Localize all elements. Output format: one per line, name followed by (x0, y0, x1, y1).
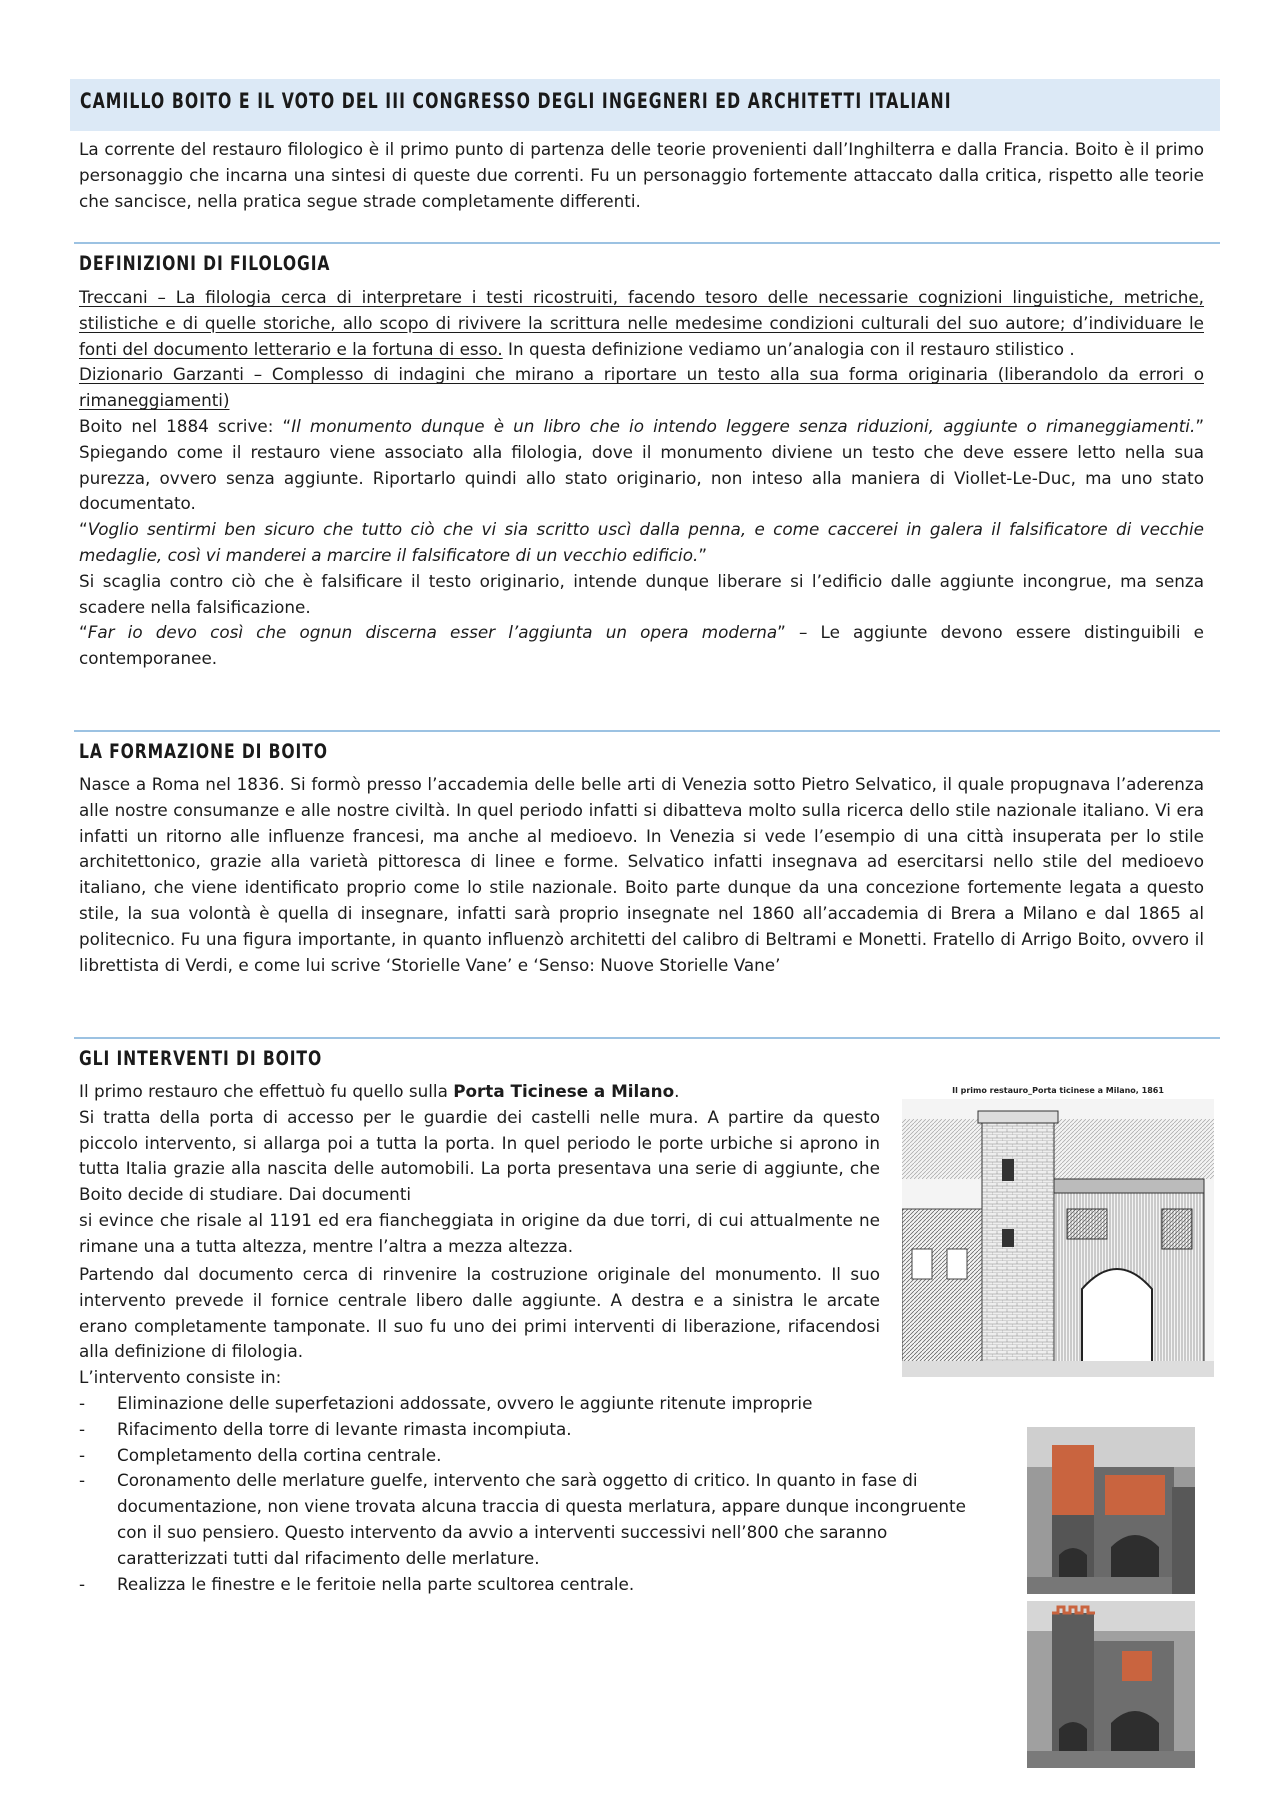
section-heading-formazione: LA FORMAZIONE DI BOITO (79, 740, 328, 763)
list-item-text: Realizza le finestre e le feritoie nella parte scultorea centrale. (117, 1573, 635, 1594)
list-dash: - (79, 1573, 86, 1594)
quote-mark: “ (79, 519, 88, 540)
filologia-body (79, 285, 1204, 672)
quote-mark: “ (79, 622, 88, 643)
boito-explanation: ” Spiegando come il restauro viene associato alla filologia, dove il monumento diviene un testo che deve essere letto nella sua purezza, ovvero senza aggiunte. Riportarlo quindi allo stato originario, non inteso alla maniera di Viollet-Le-Duc, ma uno stato documentato. (79, 415, 1205, 514)
period: . (674, 1081, 680, 1101)
title-bar (70, 79, 1220, 131)
list-item (79, 1572, 997, 1598)
treccani-definition: Treccani – La filologia cerca di interpretare i testi ricostruiti, facendo tesoro delle necessarie cognizioni linguistiche, metriche, stilistiche e di quelle storiche, allo scopo di rivivere la scrittura nelle medesime condizioni culturali del suo autore; d’individuare le fonti del documento letterario e la fortuna di esso. (79, 287, 1204, 359)
scaglia-paragraph: Si scaglia contro ciò che è falsificare il testo originario, intende dunque liberare si l’edificio dalle aggiunte incongrue, ma senza scadere nella falsificazione. (79, 570, 1204, 617)
interventi-paragraph-1: Si tratta della porta di accesso per le guardie dei castelli nelle mura. A partire da questo piccolo intervento, si allarga poi a tutta la porta. In quel periodo le porte urbiche si aprono in tutta Italia grazie alla nascita delle automobili. La porta presentava una serie di aggiunte, che Boito decide di studiare. Dai documenti (79, 1106, 880, 1205)
page-title: CAMILLO BOITO E IL VOTO DEL III CONGRESSO DEGLI INGEGNERI ED ARCHITETTI ITALIANI (80, 89, 952, 113)
interventi-paragraph-2: si evince che risale al 1191 ed era fiancheggiata in origine da due torri, di cui attualmente ne rimane una a tutta altezza, mentre l’altra a mezza altezza. (79, 1209, 880, 1256)
list-dash: - (79, 1444, 86, 1465)
engraving-caption: Il primo restauro_Porta ticinese a Milano, 1861 (952, 1086, 1164, 1095)
treccani-note: In questa definizione vediamo un’analogia con il restauro stilistico . (502, 338, 1075, 359)
falsificatore-quote: Voglio sentirmi ben sicuro che tutto ciò che vi sia scritto uscì dalla penna, e come caccerei in galera il falsificatore di vecchie medaglie, così vi manderei a marcire il falsificatore di un vecchio edificio. (79, 519, 1204, 565)
engraving-drawing (902, 1099, 1214, 1377)
list-item-text: Coronamento delle merlature guelfe, intervento che sarà oggetto di critico. In quanto in fase di documentazione, non viene trovata alcuna traccia di questa merlatura, appare dunque incongruente con il suo pensiero. Questo intervento da avvio a interventi successivi nell’800 che saranno caratterizzati tutti dal rifacimento delle merlature. (117, 1470, 966, 1568)
list-item-text: Eliminazione delle superfetazioni addossate, ovvero le aggiunte ritenute improprie (117, 1393, 813, 1413)
boito-quote: Il monumento dunque è un libro che io intendo leggere senza riduzioni, aggiunte o rimaneggiamenti. (291, 415, 1196, 436)
list-dash: - (79, 1418, 86, 1439)
interventi-paragraph-3: Partendo dal documento cerca di rinvenire la costruzione originale del monumento. Il suo intervento prevede il fornice centrale libero dalle aggiunte. A destra e a sinistra le arcate erano completamente tamponate. Il suo fu uno dei primi interventi di liberazione, rifacendosi alla definizione di filologia. (79, 1264, 880, 1362)
photo-drawing (1027, 1427, 1195, 1594)
section-divider (74, 1037, 1220, 1039)
intro-paragraph: La corrente del restauro filologico è il primo punto di partenza delle teorie provenienti dall’Inghilterra e dalla Francia. Boito è il primo personaggio che incarna una sintesi di queste due correnti. Fu un personaggio fortemente attaccato dalla critica, rispetto alle teorie che sancisce, nella pratica segue strade completamente differenti. (79, 139, 1204, 211)
list-item (79, 1417, 997, 1443)
list-dash: - (79, 1470, 86, 1491)
intervention-list (79, 1391, 1029, 1597)
list-item (79, 1391, 997, 1417)
section-heading-interventi: GLI INTERVENTI DI BOITO (79, 1047, 323, 1070)
porta-ticinese-engraving (902, 1083, 1214, 1377)
porta-ticinese-name: Porta Ticinese a Milano (453, 1081, 675, 1101)
first-restoration-text: Il primo restauro che effettuò fu quello sulla (79, 1081, 454, 1101)
quote-intro: Boito nel 1884 scrive: “ (79, 415, 292, 436)
list-item-text: Rifacimento della torre di levante rimasta incompiuta. (117, 1418, 572, 1439)
interventi-paragraph-3-wrap (79, 1262, 880, 1391)
photo-drawing (1027, 1601, 1195, 1768)
list-item (79, 1443, 997, 1469)
section-divider (74, 730, 1220, 732)
porta-ticinese-photo-merlature (1027, 1601, 1195, 1768)
section-divider (74, 242, 1220, 244)
list-item (79, 1468, 997, 1571)
section-heading-filologia: DEFINIZIONI DI FILOLOGIA (79, 252, 331, 275)
aggiunta-explanation: ” – Le aggiunte devono essere distinguibili e contemporanee. (79, 622, 1204, 669)
list-dash: - (79, 1393, 86, 1413)
aggiunta-quote: Far io devo così che ognun discerna esser l’aggiunta un opera moderna (87, 622, 778, 643)
formazione-paragraph: Nasce a Roma nel 1836. Si formò presso l’accademia delle belle arti di Venezia sotto Pietro Selvatico, il quale propugnava l’aderenza alle nostre consumanze e alle nostre civiltà. In quel periodo infatti si dibatteva molto sulla ricerca dello stile nazionale italiano. Vi era infatti un ritorno alle influenze francesi, ma anche al medioevo. In Venezia si vede l’esempio di una città insuperata per lo stile architettonico, grazie alla varietà pittoresca di linee e forme. Selvatico infatti insegnava ad esercitarsi nello stile del medioevo italiano, che viene identificato proprio come lo stile nazionale. Boito parte dunque da una concezione fortemente legata a questo stile, la sua volontà è quella di insegnare, infatti sarà proprio insegnate nel 1860 all’accademia di Brera a Milano e dal 1865 al politecnico. Fu una figura importante, in quanto influenzò architetti del calibro di Beltrami e Monetti. Fratello di Arrigo Boito, ovvero il librettista di Verdi, e come lui scrive ‘Storielle Vane’ e ‘Senso: Nuove Storielle Vane’ (79, 774, 1204, 975)
list-intro: L’intervento consiste in: (79, 1367, 282, 1388)
list-item-text: Completamento della cortina centrale. (117, 1444, 442, 1465)
quote-mark: ” (698, 544, 708, 565)
garzanti-definition: Dizionario Garzanti – Complesso di indagini che mirano a riportare un testo alla sua forma originaria (liberandolo da errori o rimaneggiamenti) (79, 364, 1204, 411)
interventi-body (79, 1079, 880, 1260)
porta-ticinese-photo-highlighted (1027, 1427, 1195, 1594)
